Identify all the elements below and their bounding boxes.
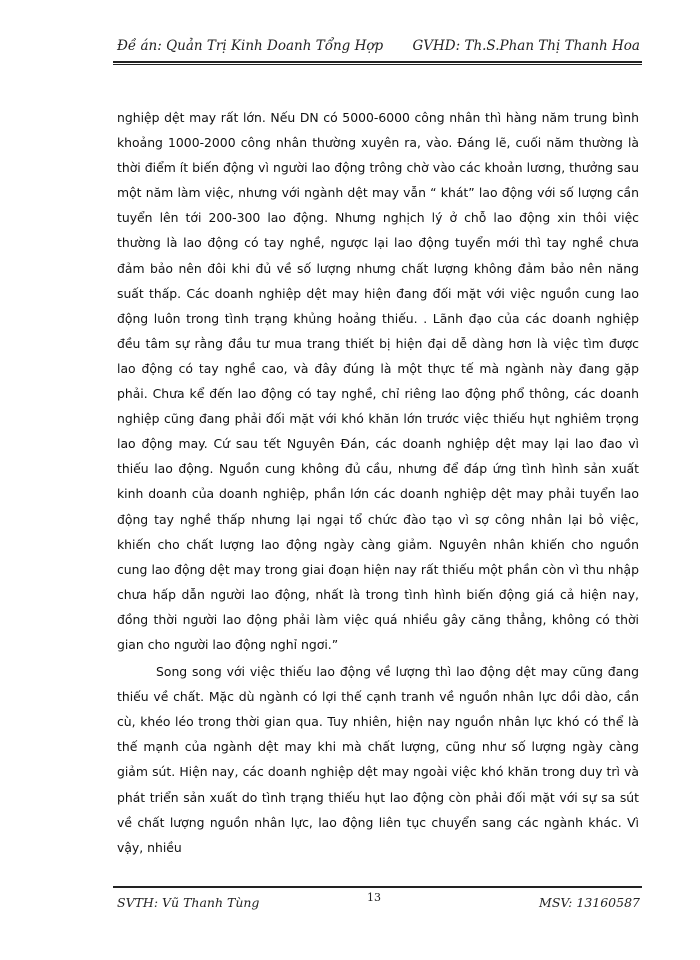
body-paragraph-1: nghiệp dệt may rất lớn. Nếu DN có 5000-6000 công nhân thì hàng năm trung bình khoảng 1000-2000 công nhân thường xuyên ra, vào. Đáng lẽ, cuối năm thường là thời điểm ít biến động vì người lao động trông chờ vào các khoản lương, thưởng sau một năm làm việc, nhưng với ngành dệt may vẫn “ khát” lao động với số lượng cần tuyển lên tới 200-300 lao động. Nhưng nghịch lý ở chỗ lao động xin thôi việc thường là lao động có tay nghề, ngược lại lao động tuyển mới thì tay nghề chưa đảm bảo nên đôi khi đủ về số lượng nhưng chất lượng không đảm bảo nên năng suất thấp. Các doanh nghiệp dệt may hiện đang đối mặt với việc nguồn cung lao động luôn trong tình trạng khủng hoảng thiếu. . Lãnh đạo của các doanh nghiệp đều tâm sự rằng đầu tư mua trang thiết bị hiện đại dễ dàng hơn là việc tìm được lao động có tay nghề cao, và đây đúng là một thực tế mà ngành này đang gặp phải. Chưa kể đến lao động có tay nghề, chỉ riêng lao động phổ thông, các doanh nghiệp cũng đang phải đối mặt với khó khăn lớn trước việc thiếu hụt nghiêm trọng lao động may. Cứ sau tết Nguyên Đán, các doanh nghiệp dệt may lại lao đao vì thiếu lao động. Nguồn cung không đủ cầu, nhưng để đáp ứng tình hình sản xuất kinh doanh của doanh nghiệp, phần lớn các doanh nghiệp dệt may phải tuyển lao động tay nghề thấp nhưng lại ngại tổ chức đào tạo vì sợ công nhân lại bỏ việc, khiến cho chất lượng lao động ngày càng giảm. Nguyên nhân khiến cho nguồn cung lao động dệt may trong giai đoạn hiện nay rất thiếu một phần còn vì thu nhập chưa hấp dẫn người lao động, nhất là trong tình hình biến động giá cả hiện nay, đồng thời người lao động phải làm việc quá nhiều gây căng thẳng, không có thời gian cho người lao động nghỉ ngơi.” bbox=[117, 110, 639, 652]
header-project-title: Đề án: Quản Trị Kinh Doanh Tổng Hợp bbox=[117, 38, 384, 54]
page-header bbox=[117, 38, 640, 60]
header-divider bbox=[113, 61, 642, 65]
body-paragraph-2: Song song với việc thiếu lao động về lượng thì lao động dệt may cũng đang thiếu về chất. Mặc dù ngành có lợi thế cạnh tranh về nguồn nhân lực dồi dào, cần cù, khéo léo trong thời gian qua. Tuy nhiên, hiện nay nguồn nhân lực khó có thể là thế mạnh của ngành dệt may khi mà chất lượng, cũng như số lượng ngày càng giảm sút. Hiện nay, các doanh nghiệp dệt may ngoài việc khó khăn trong duy trì và phát triển sản xuất do tình trạng thiếu hụt lao động còn phải đối mặt với sự sa sút về chất lượng nguồn nhân lực, lao động liên tục chuyển sang các ngành khác. Vì vậy, nhiều bbox=[117, 664, 639, 855]
footer-student-id: MSV: 13160587 bbox=[539, 895, 640, 910]
document-body bbox=[117, 105, 639, 860]
footer-student-name: SVTH: Vũ Thanh Tùng bbox=[117, 895, 260, 910]
page-number: 13 bbox=[367, 891, 381, 904]
header-supervisor: GVHD: Th.S.Phan Thị Thanh Hoa bbox=[412, 38, 640, 54]
page-footer bbox=[117, 888, 640, 910]
